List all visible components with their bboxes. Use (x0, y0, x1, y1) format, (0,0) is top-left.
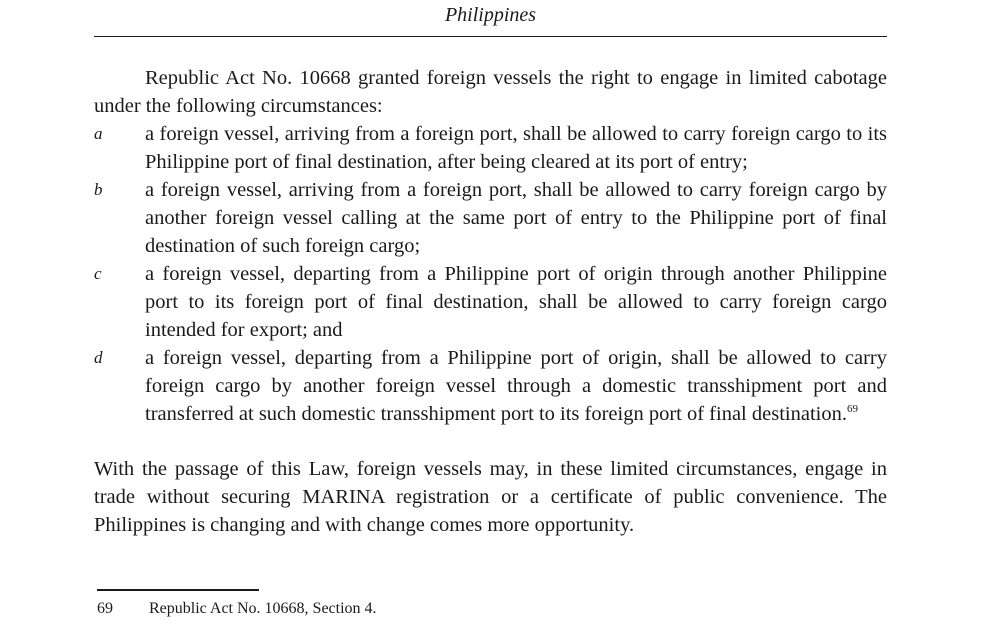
header-rule (94, 36, 887, 37)
list-item-text: a foreign vessel, arriving from a foreign port, shall be allowed to carry foreign cargo by another foreign vessel calling at the same port of entry to the Philippine port of final destination of such foreign cargo; (145, 179, 887, 257)
intro-paragraph: Republic Act No. 10668 granted foreign vessels the right to engage in limited cabotage under the following circumstances: (94, 67, 887, 117)
list-marker: d (94, 348, 103, 367)
list-item-text: a foreign vessel, departing from a Philippine port of origin through another Philippine port to its foreign port of final destination, shall be allowed to carry foreign cargo intended for export; and (145, 263, 887, 341)
list-item-d (94, 344, 887, 428)
footnote-text: Republic Act No. 10668, Section 4. (149, 600, 377, 617)
list-item-text: a foreign vessel, arriving from a foreign port, shall be allowed to carry foreign cargo to its Philippine port of final destination, after being cleared at its port of entry; (145, 123, 887, 173)
list-item-a (94, 120, 887, 176)
footnote-rule (97, 589, 259, 591)
list-marker: c (94, 264, 102, 283)
list-marker: b (94, 180, 103, 199)
running-head: Philippines (444, 4, 537, 26)
footnote-number: 69 (97, 600, 113, 617)
closing-paragraph: With the passage of this Law, foreign vessels may, in these limited circumstances, engage in trade without securing MARINA registration or a certificate of public convenience. The Philippines is changing and with change comes more opportunity. (94, 458, 887, 536)
list-item-c (94, 260, 887, 344)
list-item-b (94, 176, 887, 260)
cabotage-circumstances-list (94, 120, 887, 428)
list-marker: a (94, 124, 103, 143)
list-item-text: a foreign vessel, departing from a Philippine port of origin, shall be allowed to carry foreign cargo by another foreign vessel through a domestic transshipment port and transferred at such domestic transshipment port to its foreign port of final destination. (145, 347, 887, 425)
footnote (97, 598, 377, 620)
footnote-reference[interactable]: 69 (846, 403, 858, 416)
